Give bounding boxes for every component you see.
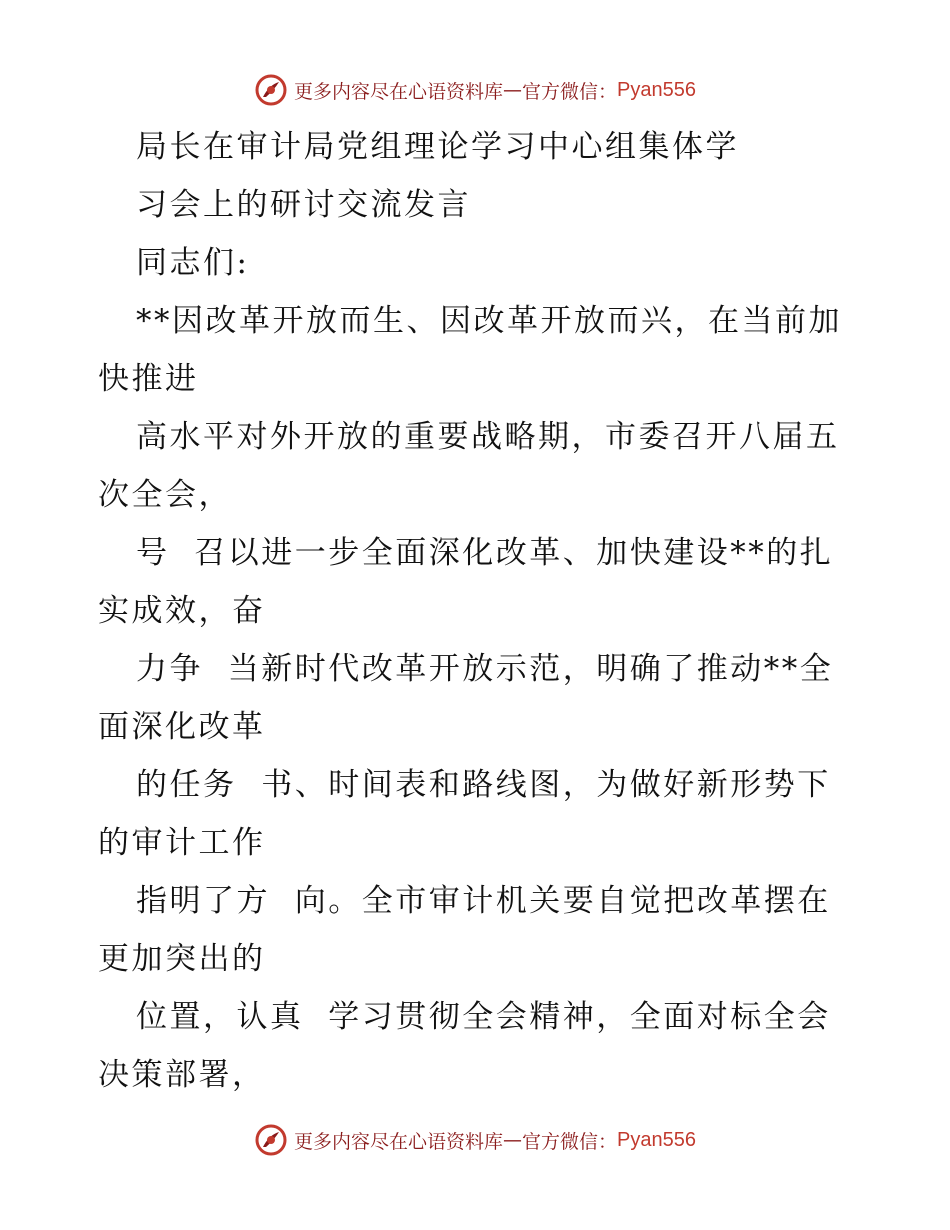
document-body [98,118,858,1104]
body-line: 号 召以进一步全面深化改革、加快建设**的扎 [136,535,834,571]
title-line-1: 局长在审计局党组理论学习中心组集体学 [136,129,739,165]
brush-logo-icon [254,1123,288,1157]
body-line: **因改革开放而生、因改革开放而兴，在当前加 [136,303,842,339]
body-line: 位置，认真 学习贯彻全会精神，全面对标全会 [136,999,831,1035]
watermark-wechat-id: Pyan556 [617,1128,696,1151]
body-line: 力争 当新时代改革开放示范，明确了推动**全 [136,651,834,687]
body-line: 高水平对外开放的重要战略期，市委召开八届五 [136,419,840,455]
watermark-separator: — [503,1129,523,1151]
body-line: 决策部署， [98,1057,266,1093]
body-line: 的审计工作 [98,825,266,861]
watermark-separator: — [503,79,523,101]
body-line: 快推进 [98,361,199,397]
footer-watermark [0,1120,950,1160]
body-line: 更加突出的 [98,941,266,977]
watermark-wechat-id: Pyan556 [617,78,696,101]
watermark-text: 更多内容尽在心语资料库 [294,80,504,103]
brush-logo-icon [254,73,288,107]
salutation: 同志们: [136,245,250,281]
title-line-2: 习会上的研讨交流发言 [136,187,471,223]
body-line: 实成效，奋 [98,593,266,629]
watermark-text: 更多内容尽在心语资料库 [294,1130,504,1153]
header-watermark [0,70,950,110]
body-line: 次全会， [98,477,232,513]
watermark-wechat-label: 官方微信： [522,1130,618,1153]
watermark-wechat-label: 官方微信： [522,80,618,103]
body-line: 指明了方 向。全市审计机关要自觉把改革摆在 [136,883,831,919]
body-line: 面深化改革 [98,709,266,745]
body-line: 的任务 书、时间表和路线图，为做好新形势下 [136,767,831,803]
